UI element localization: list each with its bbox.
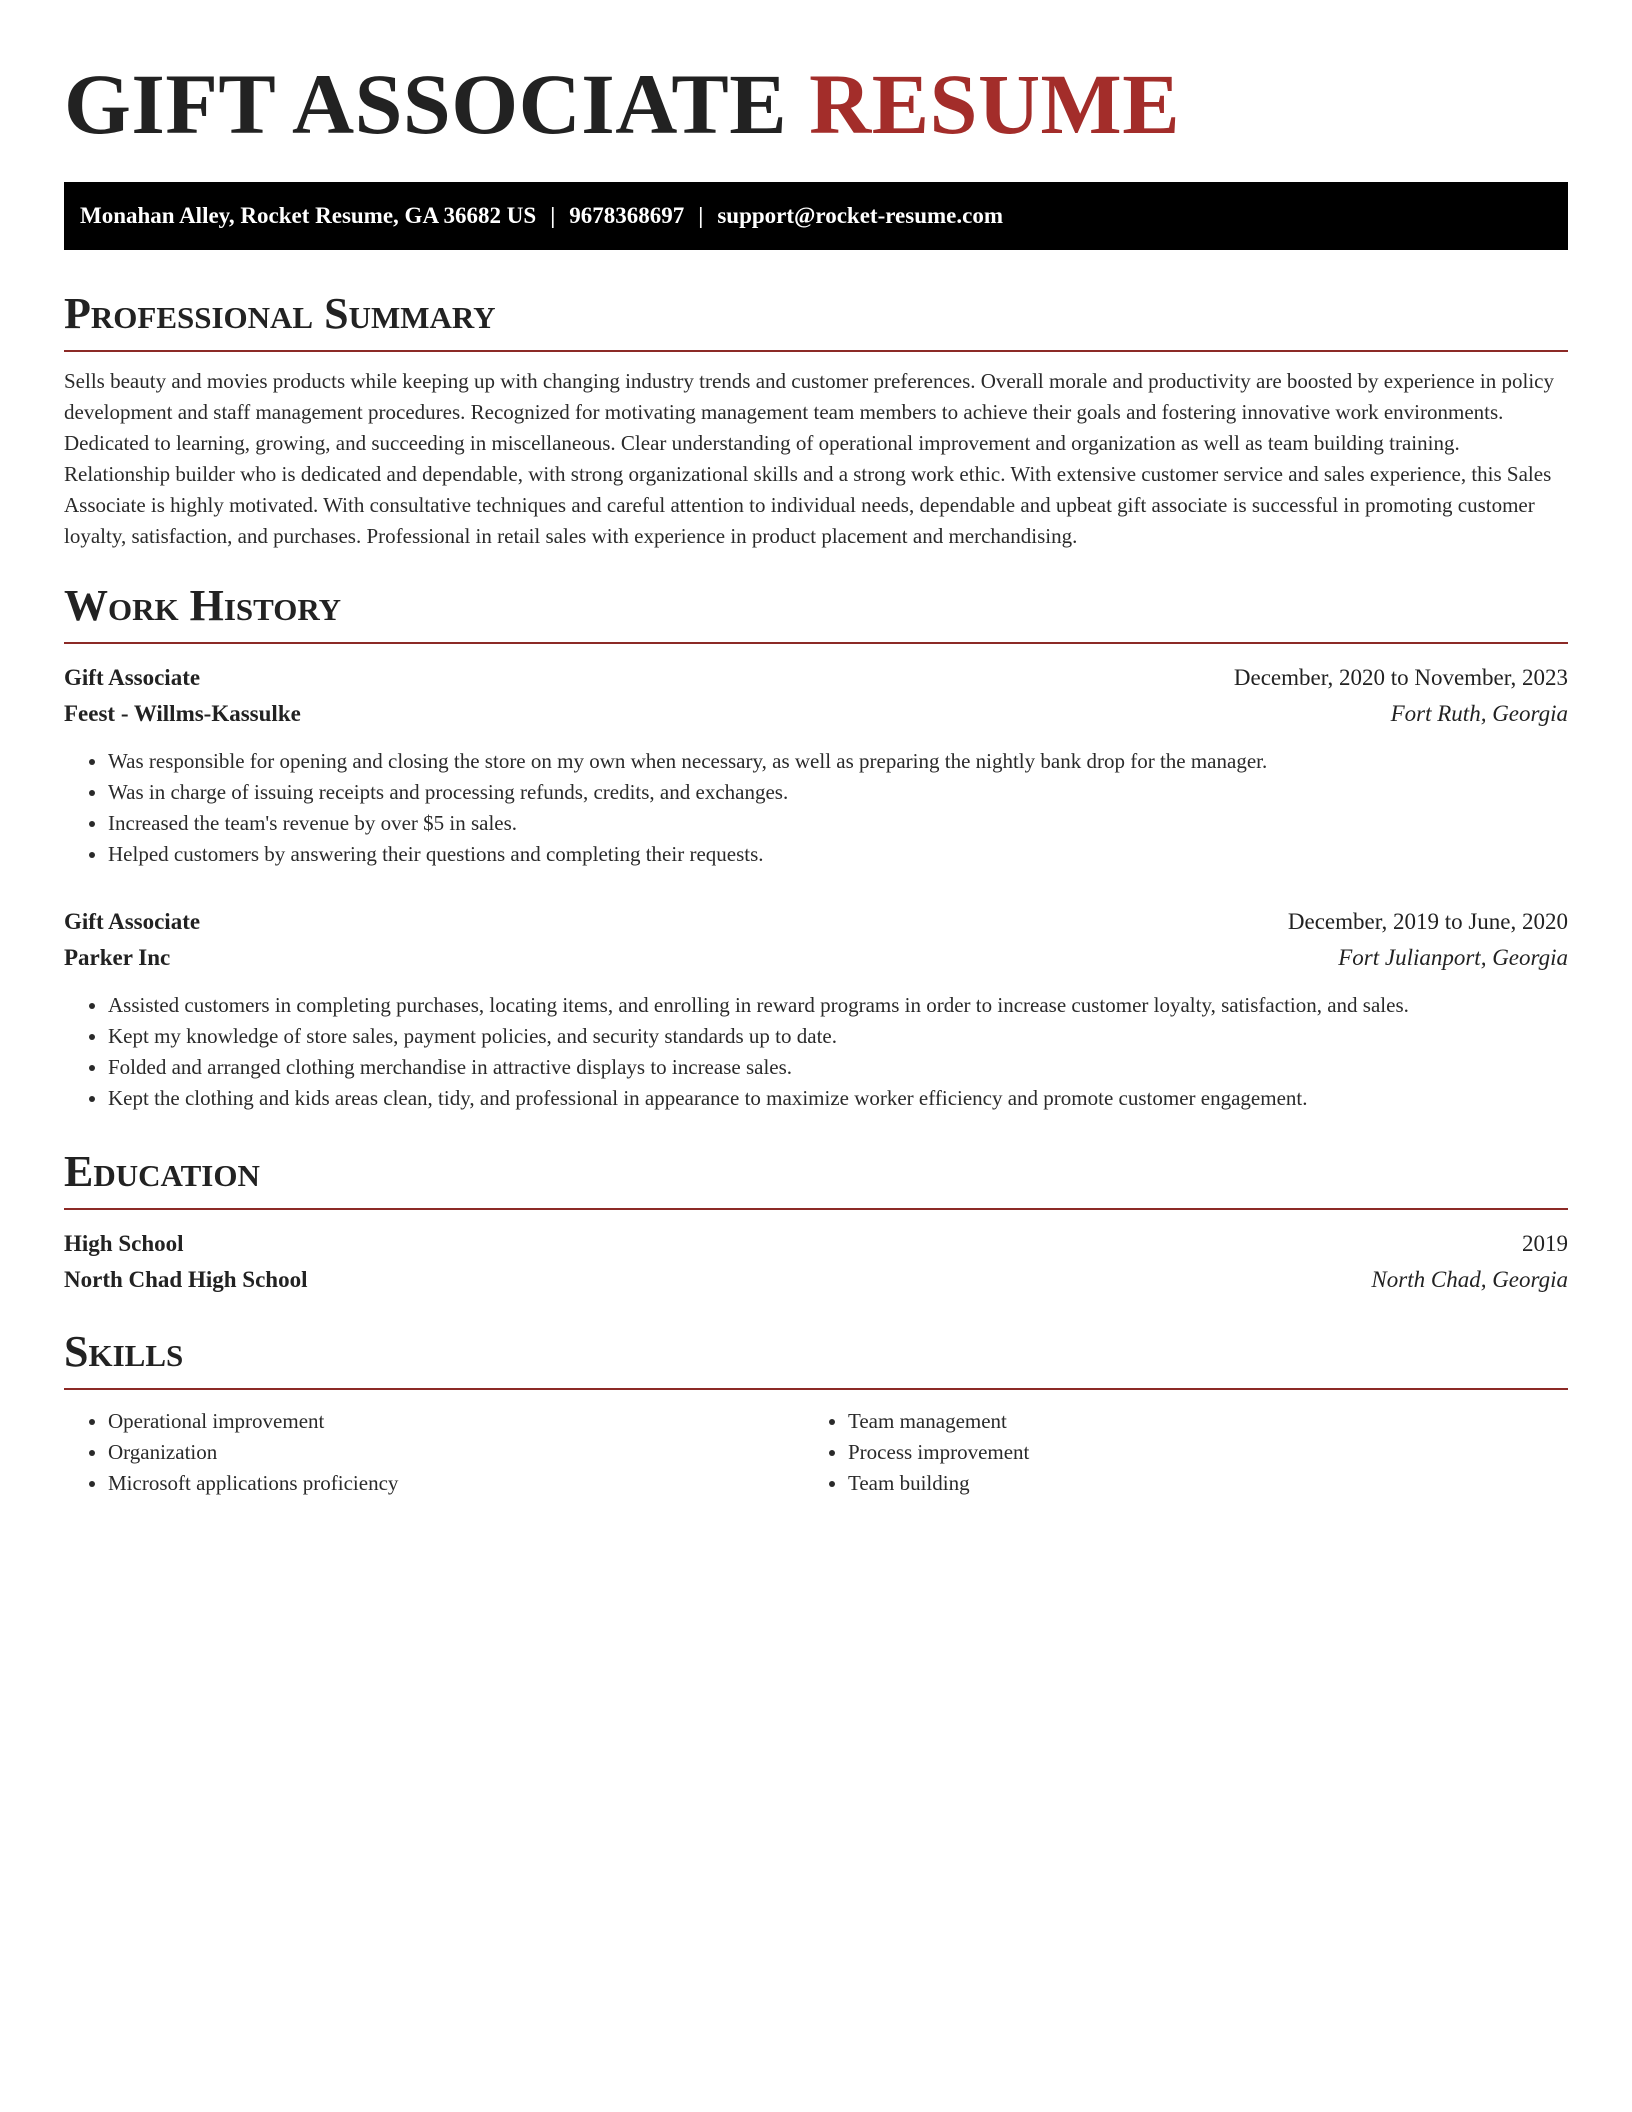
skill-item: • Team management [848, 1406, 1544, 1437]
skill-item: • Microsoft applications proficiency [108, 1468, 804, 1499]
job-dates: December, 2019 to June, 2020 [1287, 909, 1568, 934]
contact-bar [64, 182, 1568, 250]
job-dates: December, 2020 to November, 2023 [1233, 665, 1568, 690]
contact-separator: | [698, 203, 704, 228]
summary-text: Sells beauty and movies products while keeping up with changing industry trends and customer preferences. Overall morale and productivity are boosted by experience in policy development and staff management procedures. Recognized for motivating management team members to achieve their goals and fostering innovative work environments. Dedicated to learning, growing, and succeeding in miscellaneous. Clear understanding of operational improvement and organization as well as team building training. Relationship builder who is dedicated and dependable, with strong organizational skills and a strong work ethic. With extensive customer service and sales experience, this Sales Associate is highly motivated. With consultative techniques and careful attention to individual needs, dependable and upbeat gift associate is successful in promoting customer loyalty, satisfaction, and purchases. Professional in retail sales with experience in product placement and merchandising. [64, 369, 1554, 548]
title-accent: RESUME [809, 56, 1181, 152]
skill-item: • Operational improvement [108, 1406, 804, 1437]
job-bullet: • Increased the team's revenue by over $5 in sales. [108, 808, 1568, 839]
skill-item: • Team building [848, 1468, 1544, 1499]
job-bullet: • Assisted customers in completing purchases, locating items, and enrolling in reward programs in order to increase customer loyalty, satisfaction, and sales. [108, 990, 1568, 1021]
contact-address: Monahan Alley, Rocket Resume, GA 36682 US [80, 203, 537, 228]
contact-phone: 9678368697 [569, 203, 685, 228]
job-location: Fort Julianport, Georgia [1338, 945, 1568, 970]
job-title: Gift Associate [64, 909, 201, 934]
job-bullet: • Kept the clothing and kids areas clean, tidy, and professional in appearance to maximize worker efficiency and promote customer engagement. [108, 1083, 1568, 1114]
contact-separator: | [550, 203, 556, 228]
job-title: Gift Associate [64, 665, 201, 690]
education-school: North Chad High School [64, 1267, 308, 1292]
skills-heading: Skills [64, 1326, 1568, 1390]
education-school-row [64, 1262, 1568, 1298]
skills-list [64, 1406, 1568, 1499]
job-company-row [64, 940, 1568, 976]
job-bullet: • Folded and arranged clothing merchandise in attractive displays to increase sales. [108, 1052, 1568, 1083]
job-title-row [64, 660, 1568, 696]
job-company: Parker Inc [64, 945, 171, 970]
job-bullet: • Kept my knowledge of store sales, payment policies, and security standards up to date. [108, 1021, 1568, 1052]
education-degree: High School [64, 1231, 184, 1256]
education-year: 2019 [1522, 1231, 1568, 1256]
job-location: Fort Ruth, Georgia [1390, 701, 1568, 726]
education-entry [64, 1226, 1568, 1298]
job-company: Feest - Willms-Kassulke [64, 701, 301, 726]
education-degree-row [64, 1226, 1568, 1262]
contact-email: support@rocket-resume.com [717, 203, 1003, 228]
job-company-row [64, 696, 1568, 732]
skill-item: • Organization [108, 1437, 804, 1468]
resume-title [64, 58, 1568, 150]
work-history-heading: Work History [64, 580, 1568, 644]
job-bullet: • Helped customers by answering their questions and completing their requests. [108, 839, 1568, 870]
job-entry [64, 904, 1568, 1114]
job-bullet: • Was in charge of issuing receipts and processing refunds, credits, and exchanges. [108, 777, 1568, 808]
title-main: GIFT ASSOCIATE [64, 56, 788, 152]
education-heading: Education [64, 1146, 1568, 1210]
skills-column-right [804, 1406, 1544, 1499]
job-bullets [64, 746, 1568, 870]
skill-item: • Process improvement [848, 1437, 1544, 1468]
job-bullet: • Was responsible for opening and closing the store on my own when necessary, as well as preparing the nightly bank drop for the manager. [108, 746, 1568, 777]
job-bullets [64, 990, 1568, 1114]
education-location: North Chad, Georgia [1371, 1267, 1568, 1292]
job-title-row [64, 904, 1568, 940]
summary-heading: Professional Summary [64, 288, 1568, 352]
job-entry [64, 660, 1568, 870]
skills-column-left [64, 1406, 804, 1499]
